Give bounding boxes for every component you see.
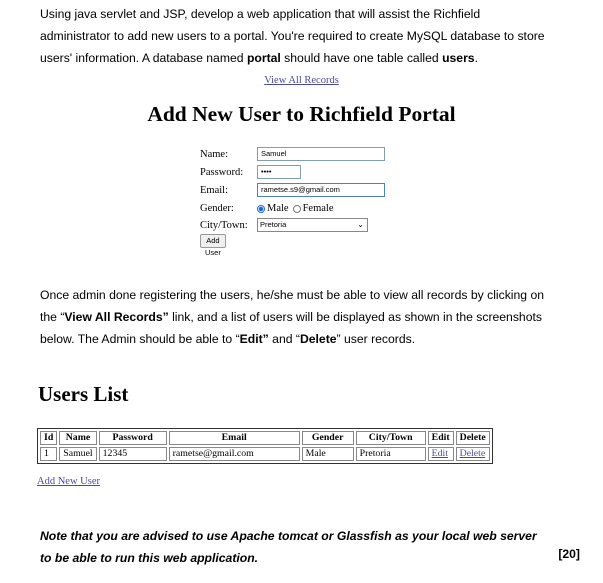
city-row [200,217,364,234]
header-name: Name [59,431,96,445]
users-list-title: Users List [38,382,129,406]
email-input[interactable]: rametse.s9@gmail.com [257,183,385,197]
email-row [200,182,340,199]
password-input[interactable]: •••• [257,165,301,179]
cell-city: Pretoria [356,447,426,461]
cell-gender: Male [302,447,354,461]
middle-paragraph [40,284,580,350]
add-new-user-link[interactable]: Add New User [37,476,100,487]
intro-line-3 [40,47,580,69]
gender-female-option[interactable] [293,203,334,214]
password-label: Password: [200,167,244,178]
city-select[interactable] [257,218,368,232]
middle-line-3 [40,328,580,350]
password-row [200,164,272,181]
middle-line-1: Once admin done registering the users, he/she must be able to view all records by clicking on [40,288,545,302]
add-user-button[interactable]: Add User [200,234,226,248]
middle-line-2-text: the “ [40,310,65,324]
marks-label: [20] [558,547,580,561]
header-gender: Gender [302,431,354,445]
middle-line-3-and: and “ [268,332,300,346]
header-email: Email [169,431,300,445]
table-row [40,447,490,461]
header-edit: Edit [428,431,454,445]
header-password: Password [99,431,167,445]
table-name: users [442,51,475,65]
note-line-2: to be able to run this web application. [40,551,259,565]
radio-male[interactable] [257,205,265,213]
header-delete: Delete [456,431,490,445]
middle-line-3-text: below. The Admin should be able to “ [40,332,240,346]
middle-line-3-end: ” user records. [336,332,416,346]
delete-link[interactable]: Delete [459,448,486,459]
cell-password: 12345 [99,447,167,461]
intro-line-1: Using java servlet and JSP, develop a web application that will assist the Richfield [40,7,481,21]
note-line-1: Note that you are advised to use Apache tomcat or Glassfish as your local web server [40,529,537,543]
city-label: City/Town: [200,220,248,231]
cell-edit [428,447,454,461]
users-table [37,428,493,464]
intro-line-3-text: users' information. A database named [40,51,247,65]
delete-mention: Delete [299,332,337,346]
middle-line-2-text-2: link, and a list of users will be displayed as shown in the screenshots [168,310,542,324]
cell-id: 1 [40,447,57,461]
intro-line-3-text-2: should have one table called [280,51,443,65]
radio-female[interactable] [293,205,301,213]
gender-row [200,200,333,217]
gender-male-option[interactable] [257,203,289,214]
add-new-container [37,476,100,487]
gender-female-label: Female [302,203,334,214]
intro-line-2: administrator to add new users to a portal. You're required to create MySQL database to store [40,29,545,43]
city-selected-value: Pretoria [260,220,287,229]
view-all-records-mention: View All Records” [64,310,169,324]
cell-name: Samuel [59,447,96,461]
name-label: Name: [200,149,228,160]
intro-line-3-period: . [474,51,478,65]
chevron-down-icon: ⌄ [357,220,364,229]
view-all-container [0,75,603,86]
header-id: Id [40,431,57,445]
database-name: portal [246,51,281,65]
cell-email: rametse@gmail.com [169,447,300,461]
email-label: Email: [200,185,228,196]
form-title: Add New User to Richfield Portal [147,102,456,126]
name-input[interactable]: Samuel [257,147,385,161]
middle-line-2 [40,306,580,328]
header-city: City/Town [356,431,426,445]
name-row [200,146,287,163]
gender-label: Gender: [200,203,234,214]
note-paragraph [40,525,580,569]
intro-paragraph [40,3,580,69]
cell-delete [456,447,490,461]
table-header-row [40,431,490,445]
view-all-records-link[interactable]: View All Records [264,75,339,86]
edit-link[interactable]: Edit [431,448,448,459]
gender-male-label: Male [267,203,289,214]
edit-mention: Edit” [239,332,269,346]
